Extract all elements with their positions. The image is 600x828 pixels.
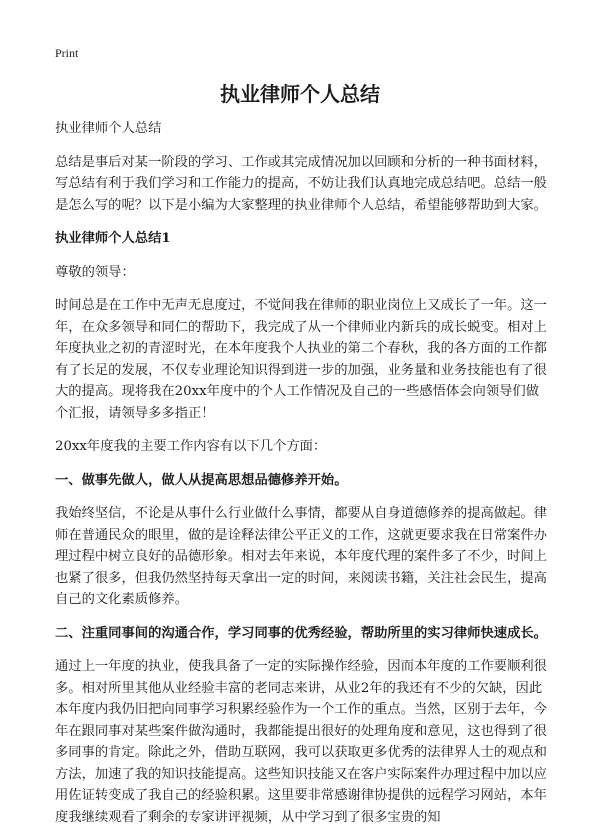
intro-paragraph: 总结是事后对某一阶段的学习、工作或其完成情况加以回顾和分析的一种书面材料，写总结有利于我们学习和工作能力的提高，不妨让我们认真地完成总结吧。总结一般是怎么写的呢？以下是小编为大家整理的执业律师个人总结，希望能够帮助到大家。: [55, 154, 547, 213]
subsection-heading: 二、注重同事间的沟通合作，学习同事的优秀经验，帮助所里的实习律师快速成长。: [55, 625, 547, 641]
document-subtitle: 执业律师个人总结: [55, 121, 162, 136]
print-link[interactable]: Print: [55, 46, 79, 60]
greeting: 尊敬的领导：: [55, 264, 135, 280]
section-heading: 执业律师个人总结1: [55, 231, 171, 246]
body-paragraph: 时间总是在工作中无声无息度过，不觉间我在律师的职业岗位上又成长了一年。这一年，在众多领导和同仁的帮助下，我完成了从一个律师业内新兵的成长蜕变。相对上年度执业之初的青涩时光，在本年度我个人执业的第二个春秋，我的各方面的工作都有了长足的发展，不仅专业理论知识得到进一步的加强，业务量和业务技能也有了很大的提高。现将我在20xx年度中的个人工作情况及自己的一些感悟体会向领导们做个汇报，请领导多多指正！: [55, 298, 547, 421]
subsection-heading: 一、做事先做人，做人从提高思想品德修养开始。: [55, 472, 348, 488]
page-title: 执业律师个人总结: [220, 82, 380, 106]
body-paragraph: 我始终坚信，不论是从事什么行业做什么事情，都要从自身道德修养的提高做起。律师在普通民众的眼里，做的是诠释法律公平正义的工作，这就更要求我在日常案件办理过程中树立良好的品德形象。相对去年来说，本年度代理的案件多了不少，时间上也紧了很多，但我仍然坚持每天拿出一定的时间，来阅读书籍，关注社会民生，提高自己的文化素质修养。: [55, 506, 547, 607]
document-body: [55, 118, 550, 828]
body-paragraph: 20xx年度我的主要工作内容有以下几个方面：: [55, 439, 327, 454]
body-paragraph: 通过上一年度的执业，使我具备了一定的实际操作经验，因而本年度的工作要顺利很多。相对所里其他从业经验丰富的老同志来讲，从业2年的我还有不少的欠缺，因此本年度内我仍旧把向同事学习积累经验作为一个工作的重点。当然，区别于去年，今年在跟同事对某些案件做沟通时，我都能提出很好的处理角度和意见，这也得到了很多同事的肯定。除此之外，借助互联网，我可以获取更多优秀的法律界人士的观点和方法，加速了我的知识技能提高。这些知识技能又在客户实际案件办理过程中加以应用佐证转变成了我自己的经验积累。这里要非常感谢律协提供的远程学习网站，本年度我继续观看了剩余的专家讲评视频，从中学习到了很多宝贵的知: [55, 659, 547, 825]
